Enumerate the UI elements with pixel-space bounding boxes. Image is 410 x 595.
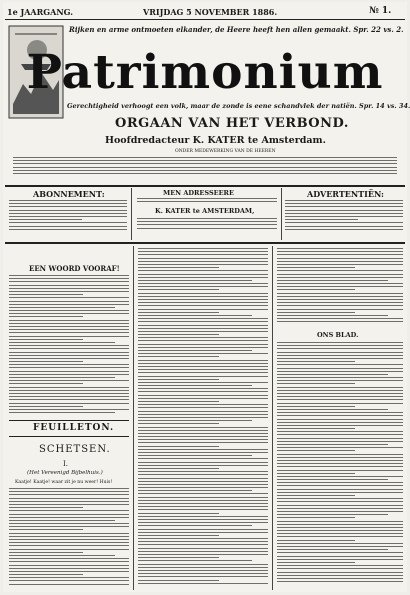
address-name: K. KATER te AMSTERDAM,	[155, 207, 255, 215]
issue-number: № 1.	[369, 6, 392, 16]
column-two-body	[138, 248, 268, 588]
story-numeral: I.	[63, 460, 68, 468]
advert-rates	[285, 200, 403, 238]
feuilleton-rule-bottom	[9, 436, 129, 437]
address-more	[137, 218, 277, 238]
newspaper-page	[3, 2, 410, 592]
advert-title: ADVERTENTIËN:	[307, 189, 384, 199]
organ-subtitle: ORGAAN VAN HET VERBOND.	[115, 116, 349, 131]
boxes-rule	[5, 242, 405, 244]
box-divider-1	[131, 188, 132, 240]
column-divider-2	[272, 246, 273, 590]
chief-editor: Hoofdredacteur K. KATER te Amsterdam.	[105, 135, 326, 146]
our-paper-title: ONS BLAD.	[317, 331, 359, 339]
our-paper-body	[277, 342, 403, 588]
newspaper-title: Patrimonium	[26, 45, 384, 100]
story-title: SCHETSEN.	[39, 444, 111, 455]
lead-article-title: EEN WOORD VOORAF!	[29, 264, 120, 273]
motto-top: Rijken en arme ontmoeten elkander, de Heere heeft hen allen gemaakt. Spr. 22 vs. 2.	[69, 25, 404, 34]
column-divider-1	[133, 246, 134, 590]
story-subtitle: (Het Vereenigd Bijbelhuis.)	[27, 470, 103, 476]
issue-date: VRIJDAG 5 NOVEMBER 1886.	[143, 7, 278, 17]
story-body	[9, 488, 129, 588]
column-three-top	[277, 248, 403, 326]
box-divider-2	[281, 188, 282, 240]
subscription-rates	[9, 200, 127, 238]
subscription-title: ABONNEMENT:	[33, 189, 105, 199]
header-rule	[5, 19, 405, 20]
volume-year: 1e JAARGANG.	[7, 7, 73, 17]
motto-bottom: Gerechtigheid verhoogt een volk, maar de zonde is eene schandvlek der natiën. Spr. 14 vs. 34.	[67, 102, 410, 110]
feuilleton-rule-top	[9, 420, 129, 421]
masthead-rule	[5, 185, 405, 187]
feuilleton-title: FEUILLETON.	[33, 423, 115, 433]
contributors-label: ONDER MEDEWERKING VAN DE HEEREN	[175, 149, 276, 154]
address-details	[137, 198, 277, 206]
address-title: MEN ADRESSEERE	[163, 189, 234, 197]
contributors-list	[13, 157, 397, 181]
story-opening: Kaatje! Kaatje! waar zit je nu weer! Huis!	[15, 480, 113, 485]
lead-article-body	[9, 275, 129, 417]
